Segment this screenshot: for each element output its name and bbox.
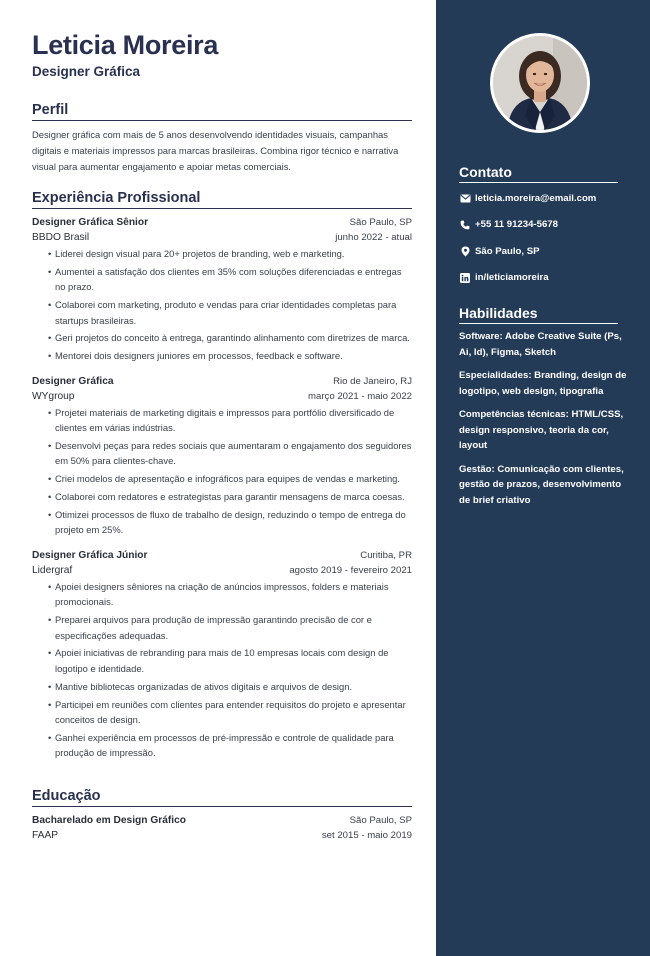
job-bullets bbox=[32, 246, 412, 364]
job-location: Curitiba, PR bbox=[360, 549, 412, 561]
job-bullet bbox=[32, 612, 412, 643]
job-bullet-text: • Mentorei dois designers juniores em processos, feedback e software. bbox=[55, 350, 343, 362]
job-bullet-text: • Desenvolvi peças para redes sociais que aumentaram o engajamento dos seguidores em 50% para clientes-chave. bbox=[55, 439, 412, 467]
skill-item: Software: Adobe Creative Suite (Ps, Ai, Id), Figma, Sketch bbox=[459, 331, 622, 358]
job-bullet-text: • Otimizei processos de fluxo de trabalho de design, reduzindo o tempo de entrega do projeto em 25%. bbox=[55, 508, 406, 536]
job-role: Designer Gráfica Sênior bbox=[32, 217, 149, 228]
skills-list bbox=[459, 329, 631, 516]
job-bullet bbox=[32, 438, 412, 469]
contact-email-text: leticia.moreira@email.com bbox=[475, 192, 597, 204]
job-bullet bbox=[32, 297, 412, 328]
job-bullet bbox=[32, 489, 412, 505]
job-location: Rio de Janeiro, RJ bbox=[333, 375, 412, 387]
job-bullet-text: • Colaborei com marketing, produto e vendas para criar identidades completas para startups brasileiras. bbox=[55, 299, 397, 326]
job-bullet-text: • Apoiei designers sêniores na criação de anúncios impressos, folders e materiais promocionais. bbox=[55, 580, 389, 608]
job-bullet bbox=[32, 579, 412, 610]
job-location: São Paulo, SP bbox=[349, 217, 412, 228]
profile-photo-frame bbox=[490, 33, 590, 133]
job-role: Designer Gráfica bbox=[32, 375, 114, 387]
contact-heading: Contato bbox=[459, 163, 618, 183]
education-degree: Bacharelado em Design Gráfico bbox=[32, 814, 186, 826]
candidate-title: Designer Gráfica bbox=[32, 64, 141, 79]
job-dates: junho 2022 - atual bbox=[335, 232, 412, 243]
job-bullet-text: • Colaborei com redatores e estrategistas para garantir mensagens de marca coesas. bbox=[55, 491, 405, 503]
job-entry bbox=[32, 548, 412, 761]
job-entry bbox=[32, 215, 412, 364]
job-bullets bbox=[32, 405, 412, 538]
job-company: BBDO Brasil bbox=[32, 232, 90, 243]
job-company: Lidergraf bbox=[32, 564, 73, 576]
job-company: WYgroup bbox=[32, 390, 75, 402]
job-bullet bbox=[32, 348, 412, 364]
experience-heading: Experiência Profissional bbox=[32, 189, 412, 209]
job-bullet-text: • Participei em reuniões com clientes para entender requisitos do projeto e apresentar conceitos de design. bbox=[55, 698, 406, 726]
contact-location-text: São Paulo, SP bbox=[475, 245, 540, 257]
envelope-icon bbox=[459, 192, 471, 204]
job-role: Designer Gráfica Júnior bbox=[32, 549, 148, 561]
contact-phone[interactable] bbox=[459, 217, 629, 233]
job-bullet bbox=[32, 697, 412, 728]
job-bullet bbox=[32, 507, 412, 538]
job-bullet bbox=[32, 246, 412, 262]
contact-email[interactable] bbox=[459, 190, 629, 206]
skill-item: Gestão: Comunicação com clientes, gestão de prazos, desenvolvimento de brief criativo bbox=[459, 463, 624, 506]
job-bullet-text: • Ganhei experiência em processos de pré-impressão e controle de qualidade para produção de impressão. bbox=[55, 731, 394, 759]
job-bullet-text: • Geri projetos do conceito à entrega, garantindo alinhamento com diretrizes de marca. bbox=[55, 332, 410, 344]
education-heading: Educação bbox=[32, 787, 412, 807]
job-bullet bbox=[32, 471, 412, 487]
sidebar bbox=[436, 0, 650, 956]
skill-item: Competências técnicas: HTML/CSS, design responsivo, teoria da cor, layout bbox=[459, 409, 624, 451]
job-bullet-text: • Apoiei iniciativas de rebranding para mais de 10 empresas locais com design de logotipo e identidade. bbox=[55, 647, 389, 674]
education-dates: set 2015 - maio 2019 bbox=[321, 829, 412, 841]
job-dates: agosto 2019 - fevereiro 2021 bbox=[289, 564, 412, 576]
contact-location bbox=[459, 243, 629, 259]
location-pin-icon bbox=[459, 245, 471, 257]
education-entry bbox=[32, 813, 412, 843]
skill-item: Especialidades: Branding, design de logotipo, web design, tipografia bbox=[459, 370, 627, 397]
education-school: FAAP bbox=[32, 829, 59, 841]
job-bullet-text: • Criei modelos de apresentação e infográficos para equipes de vendas e marketing. bbox=[55, 473, 400, 485]
job-bullet bbox=[32, 330, 412, 346]
job-entry bbox=[32, 374, 412, 538]
job-bullets bbox=[32, 579, 412, 761]
portrait-illustration bbox=[493, 36, 587, 130]
job-dates: março 2021 - maio 2022 bbox=[308, 390, 412, 402]
linkedin-icon bbox=[459, 272, 471, 284]
job-bullet-text: • Aumentei a satisfação dos clientes em 35% com soluções diferenciadas e entregas no prazo. bbox=[55, 265, 402, 293]
profile-text: Designer gráfica com mais de 5 anos desenvolvendo identidades visuais, campanhas digitais e materiais impressos para marcas brasileiras. Combina rigor técnico e narrativa visual para aumentar engajamento e apoiar metas comerciais. bbox=[32, 129, 399, 172]
contact-list bbox=[459, 190, 629, 296]
profile-photo bbox=[493, 36, 587, 130]
candidate-name: Leticia Moreira bbox=[32, 30, 219, 60]
job-bullet-text: • Mantive bibliotecas organizadas de ativos digitais e arquivos de design. bbox=[55, 680, 353, 692]
contact-phone-text: +55 11 91234-5678 bbox=[475, 219, 558, 230]
skills-heading: Habilidades bbox=[459, 304, 618, 324]
job-bullet bbox=[32, 645, 412, 676]
contact-linkedin[interactable] bbox=[459, 270, 629, 286]
job-bullet bbox=[32, 405, 412, 436]
education-location: São Paulo, SP bbox=[349, 814, 412, 826]
phone-icon bbox=[459, 219, 471, 231]
profile-heading: Perfil bbox=[32, 101, 412, 121]
contact-linkedin-text: in/leticiamoreira bbox=[475, 272, 549, 283]
job-bullet bbox=[32, 730, 412, 761]
job-bullet bbox=[32, 679, 412, 695]
job-bullet-text: • Liderei design visual para 20+ projetos de branding, web e marketing. bbox=[55, 248, 345, 259]
job-bullet bbox=[32, 264, 412, 295]
job-bullet-text: • Projetei materiais de marketing digitais e impressos para portfólio diversificado de clientes em várias indústrias. bbox=[55, 406, 395, 434]
job-bullet-text: • Preparei arquivos para produção de impressão garantindo precisão de cor e especificações adequadas. bbox=[55, 614, 372, 641]
